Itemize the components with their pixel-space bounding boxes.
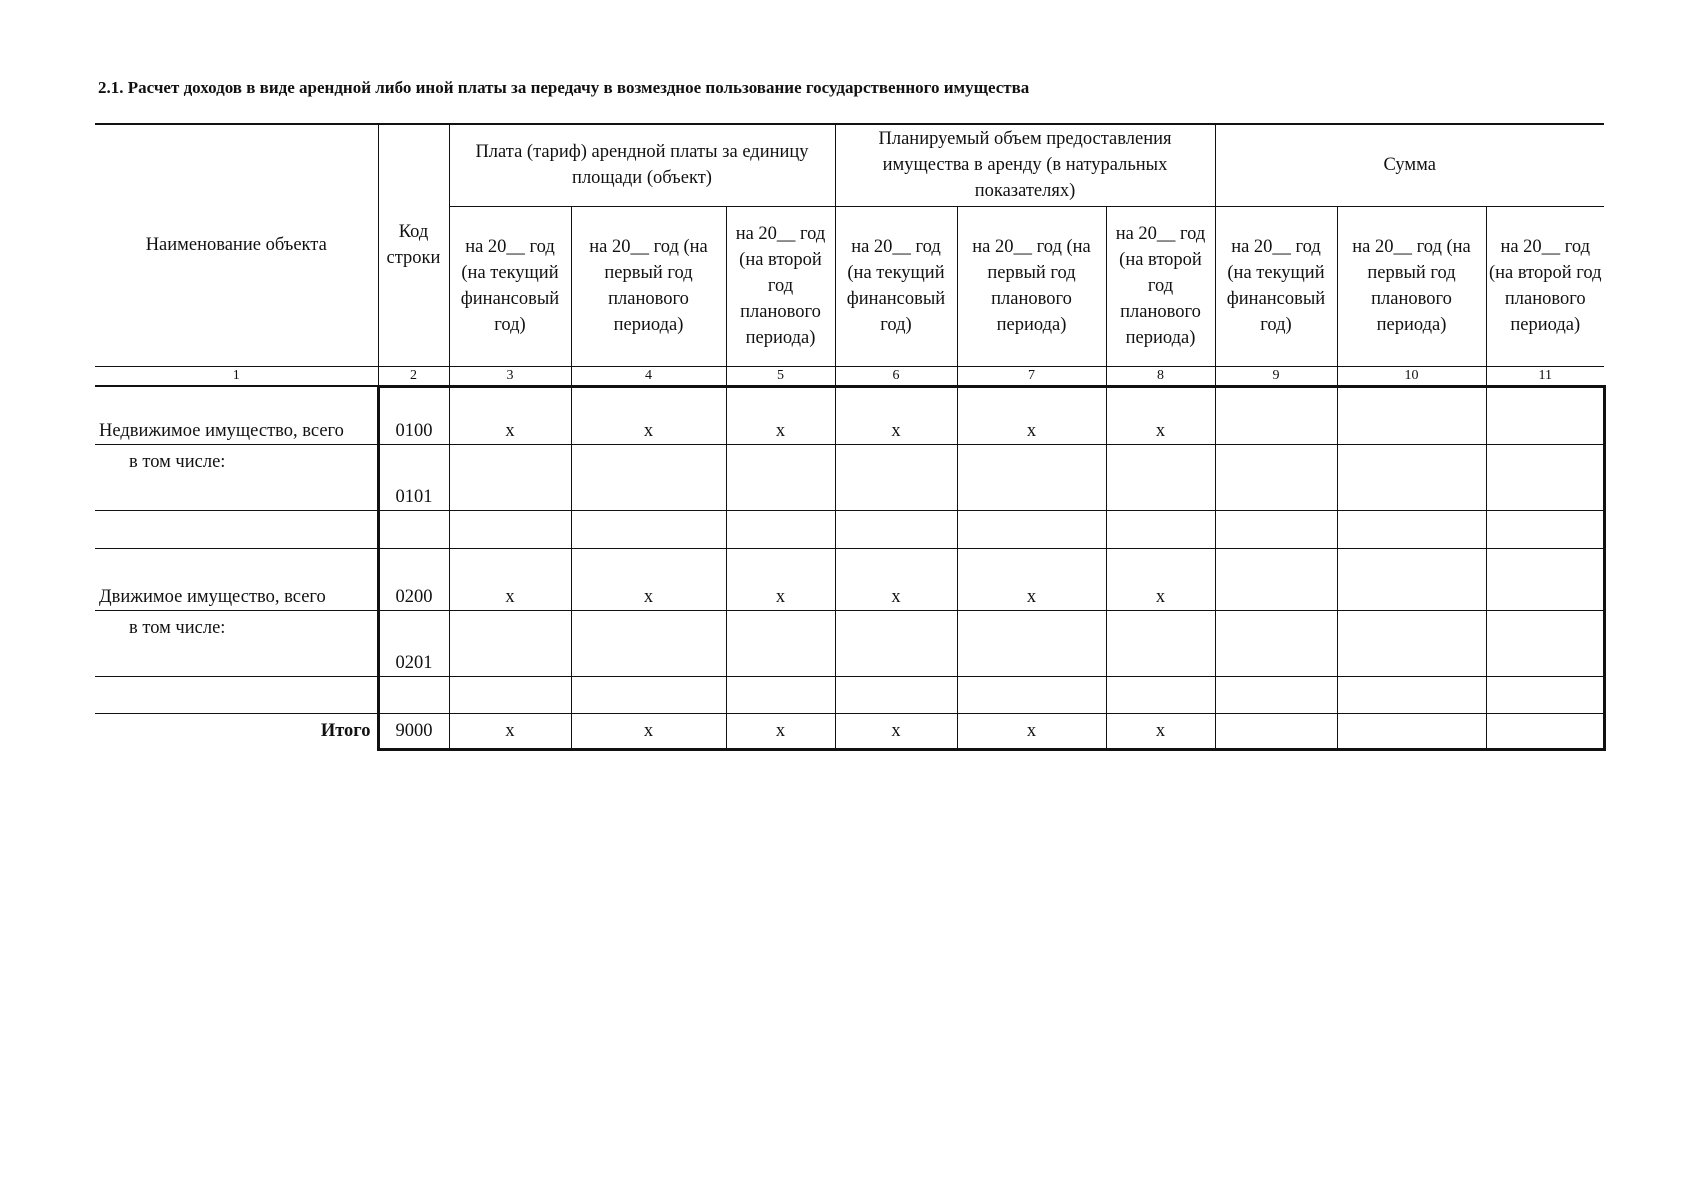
input-cell[interactable] xyxy=(835,510,957,548)
na-mark: x xyxy=(957,386,1106,444)
input-cell[interactable] xyxy=(1215,610,1337,676)
input-cell[interactable] xyxy=(1215,510,1337,548)
header-sum-first: на 20__ год (на первый год планового периода) xyxy=(1337,206,1486,366)
input-cell[interactable] xyxy=(726,610,835,676)
input-cell[interactable] xyxy=(726,676,835,713)
input-cell[interactable] xyxy=(957,444,1106,510)
sum-cell-second[interactable] xyxy=(1486,548,1604,610)
na-mark: x xyxy=(835,713,957,749)
na-mark: x xyxy=(1106,386,1215,444)
input-cell[interactable] xyxy=(1337,444,1486,510)
input-cell[interactable] xyxy=(726,510,835,548)
empty-cell xyxy=(95,510,378,548)
input-cell[interactable] xyxy=(957,676,1106,713)
input-cell[interactable] xyxy=(449,610,571,676)
input-cell[interactable] xyxy=(449,444,571,510)
input-cell[interactable] xyxy=(571,510,726,548)
input-cell[interactable] xyxy=(449,676,571,713)
sum-cell-first[interactable] xyxy=(1337,386,1486,444)
na-mark: x xyxy=(571,548,726,610)
input-cell[interactable] xyxy=(1486,444,1604,510)
column-number: 1 xyxy=(95,366,378,386)
header-tariff-first: на 20__ год (на первый год планового периода) xyxy=(571,206,726,366)
row-name-including: в том числе: xyxy=(95,444,378,510)
column-number: 6 xyxy=(835,366,957,386)
sum-cell-first[interactable] xyxy=(1337,713,1486,749)
sum-cell-second[interactable] xyxy=(1486,713,1604,749)
input-cell[interactable] xyxy=(1486,610,1604,676)
na-mark: x xyxy=(726,548,835,610)
na-mark: x xyxy=(726,713,835,749)
column-number: 4 xyxy=(571,366,726,386)
column-number: 8 xyxy=(1106,366,1215,386)
sum-cell-first[interactable] xyxy=(1337,548,1486,610)
input-cell[interactable] xyxy=(378,676,449,713)
header-sum-second: на 20__ год (на второй год планового периода) xyxy=(1486,206,1604,366)
input-cell[interactable] xyxy=(571,610,726,676)
header-tariff-current: на 20__ год (на текущий финансовый год) xyxy=(449,206,571,366)
input-cell[interactable] xyxy=(1106,510,1215,548)
input-cell[interactable] xyxy=(957,610,1106,676)
sum-cell-current[interactable] xyxy=(1215,713,1337,749)
column-number: 11 xyxy=(1486,366,1604,386)
column-number: 10 xyxy=(1337,366,1486,386)
input-cell[interactable] xyxy=(1337,510,1486,548)
na-mark: x xyxy=(449,713,571,749)
row-code: 0200 xyxy=(378,548,449,610)
row-code: 0101 xyxy=(378,444,449,510)
column-number: 3 xyxy=(449,366,571,386)
row-code: 0100 xyxy=(378,386,449,444)
input-cell[interactable] xyxy=(835,610,957,676)
row-code: 9000 xyxy=(378,713,449,749)
header-volume-first: на 20__ год (на первый год планового периода) xyxy=(957,206,1106,366)
table-row xyxy=(95,610,1604,676)
table-row-total xyxy=(95,713,1604,749)
input-cell[interactable] xyxy=(449,510,571,548)
na-mark: x xyxy=(449,386,571,444)
header-group-volume: Планируемый объем предоставления имущества в аренду (в натуральных показателях) xyxy=(835,124,1215,206)
na-mark: x xyxy=(835,548,957,610)
input-cell[interactable] xyxy=(1337,610,1486,676)
na-mark: x xyxy=(957,713,1106,749)
row-name-movable: Движимое имущество, всего xyxy=(95,548,378,610)
na-mark: x xyxy=(1106,713,1215,749)
input-cell[interactable] xyxy=(1486,510,1604,548)
input-cell[interactable] xyxy=(1106,610,1215,676)
input-cell[interactable] xyxy=(1215,444,1337,510)
input-cell[interactable] xyxy=(957,510,1106,548)
column-number: 5 xyxy=(726,366,835,386)
input-cell[interactable] xyxy=(726,444,835,510)
input-cell[interactable] xyxy=(1215,676,1337,713)
header-row-code: Код строки xyxy=(378,124,449,366)
na-mark: x xyxy=(1106,548,1215,610)
input-cell[interactable] xyxy=(1486,676,1604,713)
document-title: 2.1. Расчет доходов в виде арендной либо иной платы за передачу в возмездное пользование государственного имущества xyxy=(98,78,1030,97)
column-number: 7 xyxy=(957,366,1106,386)
input-cell[interactable] xyxy=(1337,676,1486,713)
row-name-total: Итого xyxy=(95,713,378,749)
input-cell[interactable] xyxy=(1106,444,1215,510)
na-mark: x xyxy=(571,386,726,444)
table-row xyxy=(95,510,1604,548)
row-name-including: в том числе: xyxy=(95,610,378,676)
input-cell[interactable] xyxy=(571,676,726,713)
sum-cell-current[interactable] xyxy=(1215,548,1337,610)
column-number: 2 xyxy=(378,366,449,386)
header-sum-current: на 20__ год (на текущий финансовый год) xyxy=(1215,206,1337,366)
table-row xyxy=(95,548,1604,610)
header-group-sum: Сумма xyxy=(1215,124,1604,206)
header-object-name: Наименование объекта xyxy=(95,124,378,366)
table-row xyxy=(95,676,1604,713)
na-mark: x xyxy=(835,386,957,444)
empty-cell xyxy=(95,676,378,713)
input-cell[interactable] xyxy=(571,444,726,510)
row-name-real-estate: Недвижимое имущество, всего xyxy=(95,386,378,444)
header-group-tariff: Плата (тариф) арендной платы за единицу площади (объект) xyxy=(449,124,835,206)
na-mark: x xyxy=(571,713,726,749)
na-mark: x xyxy=(726,386,835,444)
na-mark: x xyxy=(449,548,571,610)
header-tariff-second: на 20__ год (на второй год планового периода) xyxy=(726,206,835,366)
input-cell[interactable] xyxy=(378,510,449,548)
sum-cell-current[interactable] xyxy=(1215,386,1337,444)
na-mark: x xyxy=(957,548,1106,610)
table-row xyxy=(95,386,1604,444)
column-number: 9 xyxy=(1215,366,1337,386)
header-volume-current: на 20__ год (на текущий финансовый год) xyxy=(835,206,957,366)
input-cell[interactable] xyxy=(835,676,957,713)
table-row xyxy=(95,444,1604,510)
input-cell[interactable] xyxy=(1106,676,1215,713)
row-code: 0201 xyxy=(378,610,449,676)
header-volume-second: на 20__ год (на второй год планового периода) xyxy=(1106,206,1215,366)
sum-cell-second[interactable] xyxy=(1486,386,1604,444)
input-cell[interactable] xyxy=(835,444,957,510)
income-calculation-table xyxy=(95,123,1606,751)
